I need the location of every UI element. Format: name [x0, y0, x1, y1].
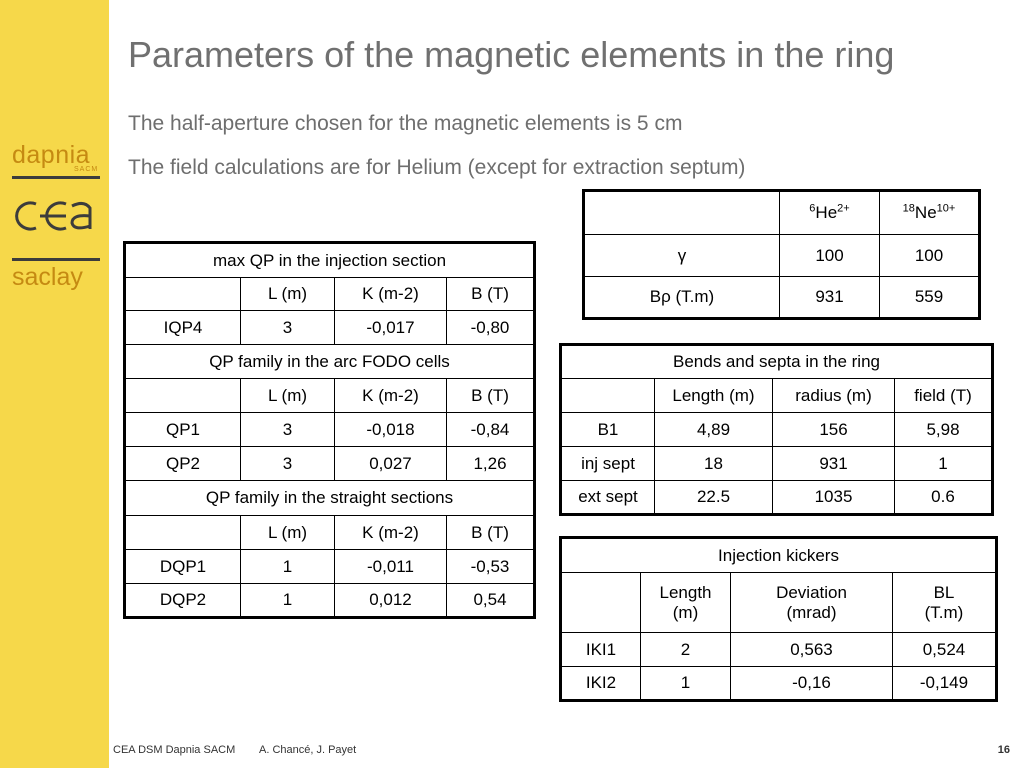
table-corner-cell — [561, 573, 641, 633]
column-header: B (T) — [447, 278, 535, 311]
helium-header: $^6He^{2+}$ — [780, 191, 880, 235]
row-label: inj sept — [561, 447, 655, 481]
row-label: QP2 — [125, 447, 241, 481]
table-cell: 3 — [241, 311, 335, 345]
column-header-row — [125, 379, 535, 413]
table-row — [561, 667, 997, 701]
column-header: L (m) — [241, 516, 335, 550]
injection-kickers-table — [559, 536, 998, 702]
table-cell: 0,524 — [893, 633, 997, 667]
row-label: IKI1 — [561, 633, 641, 667]
column-header: radius (m) — [773, 379, 895, 413]
table-cell: 18 — [655, 447, 773, 481]
table-cell: 2 — [641, 633, 731, 667]
row-label: IQP4 — [125, 311, 241, 345]
helium-note: The field calculations are for Helium (except for extraction septum) — [128, 156, 746, 179]
table-row — [125, 550, 535, 584]
table-row — [125, 584, 535, 618]
ion-parameters-table — [582, 189, 981, 320]
column-header: K (m-2) — [335, 379, 447, 413]
sidebar — [0, 0, 109, 768]
table-cell: 3 — [241, 447, 335, 481]
column-header: field (T) — [895, 379, 993, 413]
logo-divider — [12, 176, 100, 179]
logo-divider — [12, 258, 100, 261]
cea-logo-icon — [12, 198, 100, 234]
table-corner-cell — [561, 379, 655, 413]
table-row — [125, 413, 535, 447]
row-label: γ — [584, 235, 780, 277]
table-cell: 100 — [880, 235, 980, 277]
sacm-logo-text: SACM — [74, 166, 99, 173]
table-cell: -0,017 — [335, 311, 447, 345]
quadrupole-table — [123, 241, 536, 619]
column-header: L (m) — [241, 278, 335, 311]
table-cell: 1,26 — [447, 447, 535, 481]
table-cell: 559 — [880, 277, 980, 319]
column-header: Length (m) — [655, 379, 773, 413]
table-cell: 1035 — [773, 481, 895, 515]
column-header: K (m-2) — [335, 278, 447, 311]
row-label: DQP1 — [125, 550, 241, 584]
table-cell: 4,89 — [655, 413, 773, 447]
neon-header: $^{18}Ne^{10+}$ — [880, 191, 980, 235]
row-label: Bρ (T.m) — [584, 277, 780, 319]
table-cell: 0.6 — [895, 481, 993, 515]
table-cell: -0,149 — [893, 667, 997, 701]
row-label: ext sept — [561, 481, 655, 515]
column-header-row — [125, 278, 535, 311]
row-label: DQP2 — [125, 584, 241, 618]
aperture-note: The half-aperture chosen for the magnetic elements is 5 cm — [128, 112, 683, 135]
footer-organization: CEA DSM Dapnia SACM — [113, 744, 236, 756]
column-header-row — [561, 379, 993, 413]
column-header: B (T) — [447, 516, 535, 550]
section-header: max QP in the injection section — [125, 243, 535, 278]
table-cell: 100 — [780, 235, 880, 277]
table-cell: 931 — [780, 277, 880, 319]
section-header: Bends and septa in the ring — [561, 345, 993, 379]
column-header: BL (T.m) — [893, 573, 997, 633]
column-header: Deviation (mrad) — [731, 573, 893, 633]
table-row — [584, 277, 980, 319]
slide-title: Parameters of the magnetic elements in the ring — [128, 34, 895, 75]
section-header: Injection kickers — [561, 538, 997, 573]
table-cell: 22.5 — [655, 481, 773, 515]
table-cell: 156 — [773, 413, 895, 447]
table-cell: 931 — [773, 447, 895, 481]
column-header: L (m) — [241, 379, 335, 413]
table-cell: 5,98 — [895, 413, 993, 447]
table-cell: 0,027 — [335, 447, 447, 481]
table-cell: 0,54 — [447, 584, 535, 618]
table-cell: -0,16 — [731, 667, 893, 701]
row-label: IKI2 — [561, 667, 641, 701]
table-row — [125, 311, 535, 345]
table-cell: -0,53 — [447, 550, 535, 584]
table-cell: 3 — [241, 413, 335, 447]
row-label: QP1 — [125, 413, 241, 447]
table-cell: -0,011 — [335, 550, 447, 584]
column-header: K (m-2) — [335, 516, 447, 550]
table-row — [561, 447, 993, 481]
table-corner-cell — [125, 278, 241, 311]
page-number: 16 — [997, 744, 1010, 756]
table-cell: -0,84 — [447, 413, 535, 447]
table-corner-cell — [584, 191, 780, 235]
table-corner-cell — [125, 516, 241, 550]
table-corner-cell — [125, 379, 241, 413]
footer-authors: A. Chancé, J. Payet — [259, 744, 357, 756]
table-cell: 1 — [895, 447, 993, 481]
column-header: Length (m) — [641, 573, 731, 633]
table-row — [561, 481, 993, 515]
table-cell: 0,012 — [335, 584, 447, 618]
table-cell: -0,80 — [447, 311, 535, 345]
table-cell: 1 — [241, 550, 335, 584]
table-cell: 1 — [641, 667, 731, 701]
dapnia-logo-text: dapnia — [12, 141, 91, 169]
table-cell: 0,563 — [731, 633, 893, 667]
table-row — [584, 235, 980, 277]
row-label: B1 — [561, 413, 655, 447]
column-header-row — [125, 516, 535, 550]
saclay-logo-text: saclay — [12, 263, 83, 291]
table-cell: 1 — [241, 584, 335, 618]
table-cell: -0,018 — [335, 413, 447, 447]
column-header: B (T) — [447, 379, 535, 413]
table-row — [125, 447, 535, 481]
column-header-row — [561, 573, 997, 633]
bends-septa-table — [559, 343, 994, 516]
section-header: QP family in the arc FODO cells — [125, 345, 535, 379]
table-row — [561, 413, 993, 447]
table-row — [561, 633, 997, 667]
section-header: QP family in the straight sections — [125, 481, 535, 516]
